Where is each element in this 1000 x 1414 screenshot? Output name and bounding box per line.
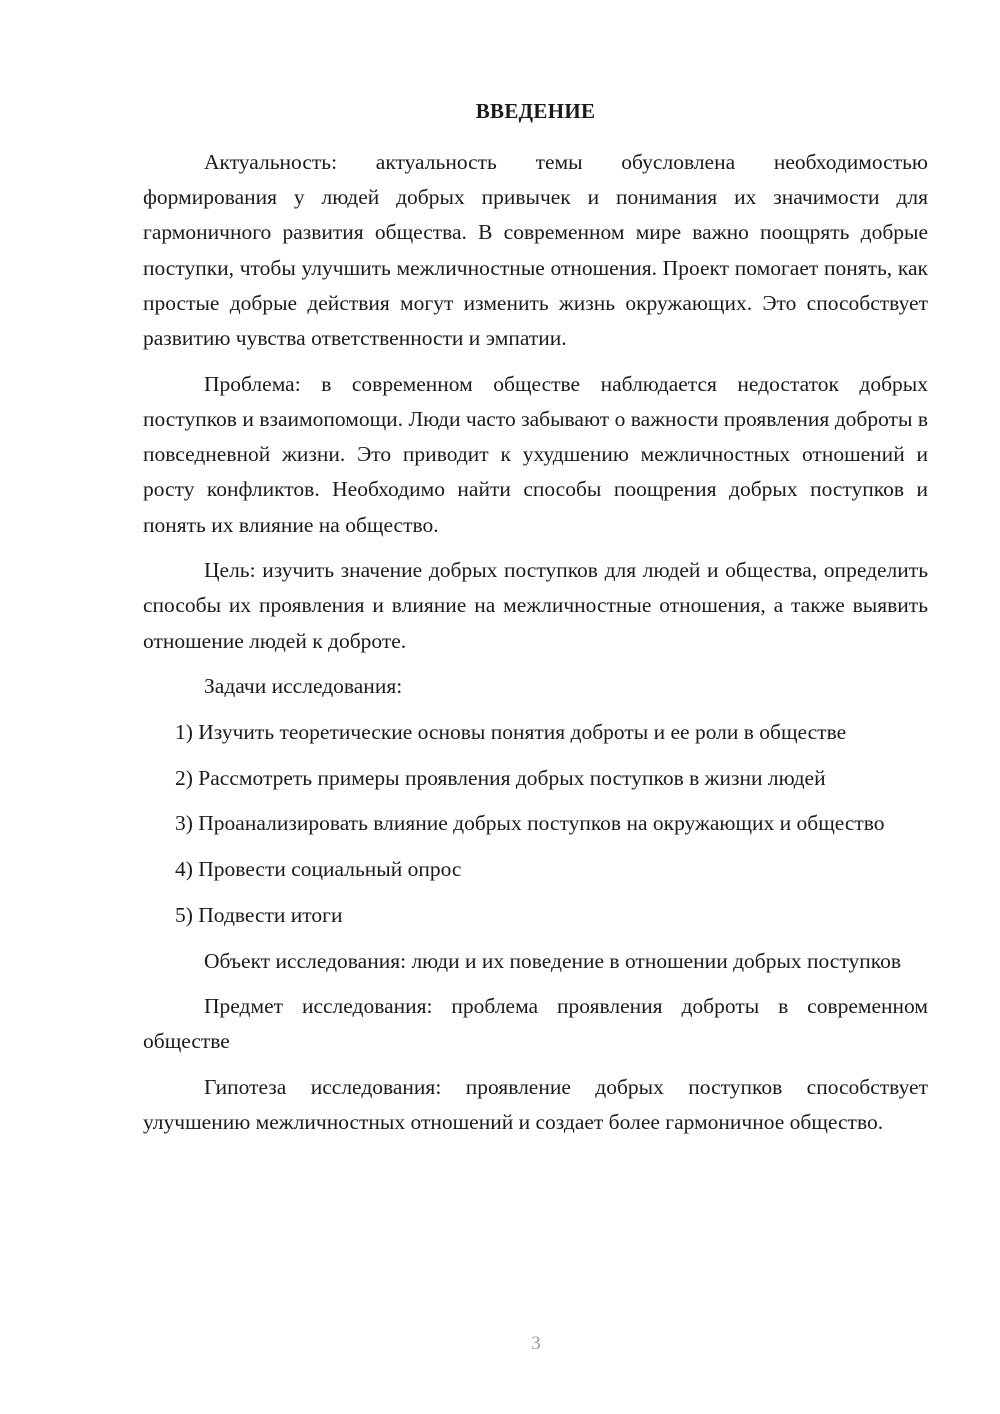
document-page [143, 96, 928, 1151]
task-item-4: 4) Провести социальный опрос [175, 857, 462, 882]
problem-paragraph: Проблема: в современном обществе наблюдается недостаток добрых поступков и взаимопомощи. Люди часто забывают о важности проявления доброты в повседневной жизни. Это приводит к ухудшению межличностных отношений и росту конфликтов. Необходимо найти способы поощрения добрых поступков и понять их влияние на общество. [143, 371, 928, 537]
subject-paragraph: Предмет исследования: проблема проявления доброты в современном обществе [143, 994, 928, 1054]
hypothesis-paragraph: Гипотеза исследования: проявление добрых поступков способствует улучшению межличностных отношений и создает более гармоничное общество. [143, 1075, 928, 1135]
task-item-5: 5) Подвести итоги [175, 902, 343, 927]
task-item-1: 1) Изучить теоретические основы понятия доброты и ее роли в обществе [175, 720, 847, 745]
task-item-2: 2) Рассмотреть примеры проявления добрых поступков в жизни людей [175, 765, 826, 790]
section-title: ВВЕДЕНИЕ [475, 99, 596, 123]
object-paragraph: Объект исследования: люди и их поведение в отношении добрых поступков [204, 948, 901, 973]
page-number: 3 [531, 1333, 541, 1354]
relevance-paragraph: Актуальность: актуальность темы обусловлена необходимостью формирования у людей добрых привычек и понимания их значимости для гармоничного развития общества. В современном мире важно поощрять добрые поступки, чтобы улучшить межличностные отношения. Проект помогает понять, как простые добрые действия могут изменить жизнь окружающих. Это способствует развитию чувства ответственности и эмпатии. [143, 150, 928, 351]
tasks-heading: Задачи исследования: [204, 674, 403, 699]
goal-paragraph: Цель: изучить значение добрых поступков для людей и общества, определить способы их проявления и влияние на межличностные отношения, а также выявить отношение людей к доброте. [143, 558, 928, 653]
task-item-3: 3) Проанализировать влияние добрых поступков на окружающих и общество [175, 811, 885, 836]
